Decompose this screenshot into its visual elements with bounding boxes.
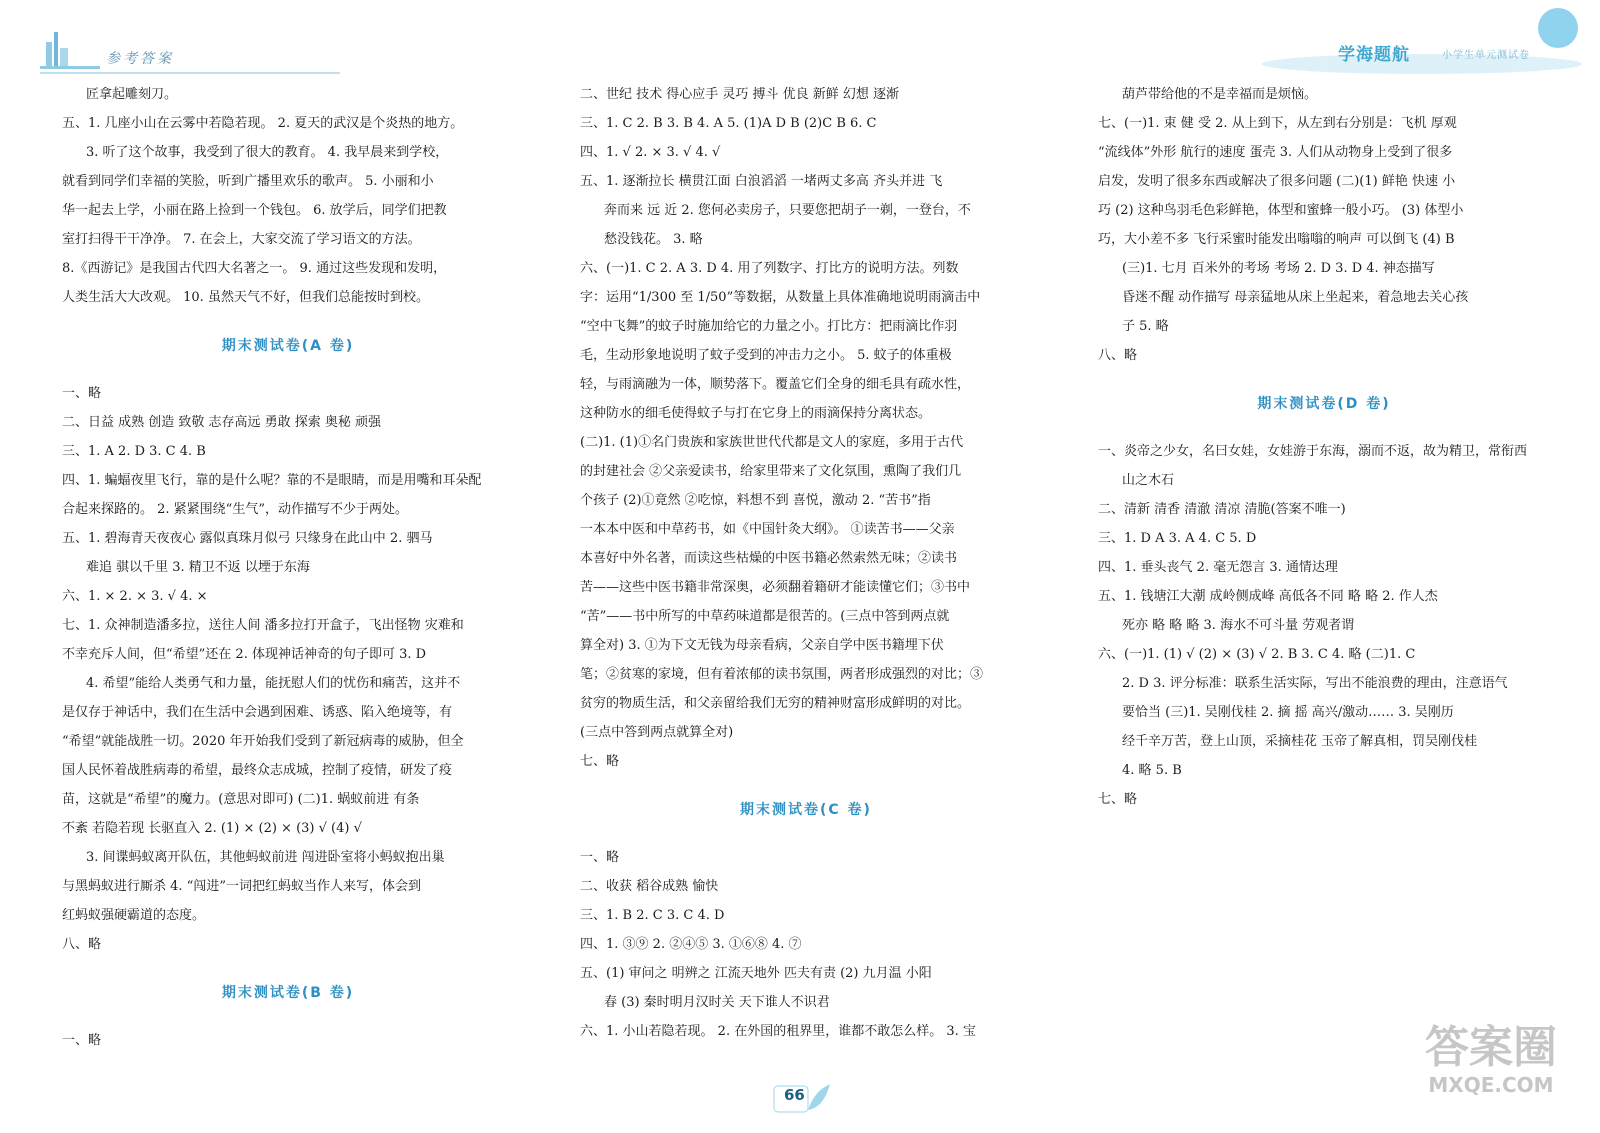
answer-line: “苦”——书中所写的中草药味道都是很苦的。(三点中答到两点就 <box>580 609 950 624</box>
answer-line: 三、1. A 2. D 3. C 4. B <box>62 444 206 459</box>
answer-line: 一本本中医和中草药书，如《中国针灸大纲》。 ①读苦书——父亲 <box>580 522 955 537</box>
answer-line: 四、1. √ 2. × 3. √ 4. √ <box>580 145 721 160</box>
header-divider <box>40 72 340 74</box>
section-title-b: 期末测试卷(B 卷) <box>221 985 355 1001</box>
answer-line: 一、略 <box>580 850 620 865</box>
section-title-d: 期末测试卷(D 卷) <box>1257 396 1391 412</box>
watermark <box>1406 1011 1576 1121</box>
answer-line: 经千辛万苦，登上山顶，采摘桂花 玉帝了解真相，罚吴刚伐桂 <box>1122 734 1478 749</box>
answer-line: 三、1. B 2. C 3. C 4. D <box>580 908 725 923</box>
answer-line: 这种防水的细毛使得蚊子与打在它身上的雨滴保持分离状态。 <box>580 406 932 421</box>
header-right-subtitle: 小学生单元测试卷 <box>1442 50 1530 61</box>
answer-line: (三点中答到两点就算全对) <box>580 725 734 740</box>
answer-line: 八、略 <box>62 937 102 952</box>
page-header <box>0 0 1600 80</box>
answer-line: 葫芦带给他的不是幸福而是烦恼。 <box>1122 87 1318 102</box>
answer-column-left <box>62 80 514 1055</box>
answer-line: 3. 间谍蚂蚁离开队伍，其他蚂蚁前进 闯进卧室将小蚂蚁抱出巢 <box>86 850 445 865</box>
answer-line: 一、略 <box>62 386 102 401</box>
answer-line: 三、1. D A 3. A 4. C 5. D <box>1098 531 1257 546</box>
section-title-a: 期末测试卷(A 卷) <box>221 338 355 354</box>
answer-line: 春 (3) 秦时明月汉时关 天下谁人不识君 <box>604 995 830 1010</box>
answer-line: 4. 略 5. B <box>1122 763 1182 778</box>
answer-line: (三)1. 七月 百米外的考场 考场 2. D 3. D 4. 神态描写 <box>1122 261 1435 276</box>
answer-line: 不紊 若隐若现 长驱直入 2. (1) × (2) × (3) √ (4) √ <box>62 821 362 836</box>
answer-line: 轻，与雨滴融为一体，顺势落下。覆盖它们全身的细毛具有疏水性， <box>580 377 971 392</box>
answer-line: 8.《西游记》是我国古代四大名著之一。 9. 通过这些发现和发明， <box>62 261 447 276</box>
answer-line: 七、略 <box>1098 792 1138 807</box>
answer-line: 红蚂蚁强硬霸道的态度。 <box>62 908 206 923</box>
answer-line: 二、日益 成熟 创造 致敬 志存高远 勇敢 探索 奥秘 顽强 <box>62 415 382 430</box>
city-skyline-icon <box>40 28 100 72</box>
answer-line: 3. 听了这个故事，我受到了很大的教育。 4. 我早晨来到学校， <box>86 145 449 160</box>
answer-line: 人类生活大大改观。 10. 虽然天气不好，但我们总能按时到校。 <box>62 290 429 305</box>
answer-line: 本喜好中外名著，而读这些枯燥的中医书籍必然索然无味；②读书 <box>580 551 958 566</box>
answer-line: 苦——这些中医书籍非常深奥，必须翻着籍研才能读懂它们；③书中 <box>580 580 971 595</box>
answer-line: 算全对) 3. ①为下文无钱为母亲看病，父亲自学中医书籍埋下伏 <box>580 638 944 653</box>
answer-line: 字：运用“1/300 至 1/50”等数据，从数量上具体准确地说明雨滴击中 <box>580 290 981 305</box>
answer-line: 国人民怀着战胜病毒的希望，最终众志成城，控制了疫情，研发了疫 <box>62 763 453 778</box>
answer-line: 六、(一)1. C 2. A 3. D 4. 用了列数字、打比方的说明方法。列数 <box>580 261 959 276</box>
answer-line: 巧 (2) 这种鸟羽毛色彩鲜艳，体型和蜜蜂一般小巧。 (3) 体型小 <box>1098 203 1464 218</box>
answer-line: 四、1. 垂头丧气 2. 毫无怨言 3. 通情达理 <box>1098 560 1338 575</box>
answer-line: 愁没钱花。 3. 略 <box>604 232 703 247</box>
answer-column-middle <box>580 80 1032 1046</box>
answer-line: 苗，这就是“希望”的魔力。(意思对即可) (二)1. 蜗蚁前进 有条 <box>62 792 420 807</box>
answer-line: “空中飞舞”的蚊子时施加给它的力量之小。打比方：把雨滴比作羽 <box>580 319 958 334</box>
answer-line: 六、1. 小山若隐若现。 2. 在外国的租界里，谁都不敢怎么样。 3. 宝 <box>580 1024 976 1039</box>
answer-line: 匠拿起雕刻刀。 <box>86 87 178 102</box>
answer-line: 毛，生动形象地说明了蚊子受到的冲击力之小。 5. 蚊子的体重极 <box>580 348 952 363</box>
answer-line: 七、略 <box>580 754 620 769</box>
answer-line: 二、清新 清香 清澈 清凉 清脆(答案不唯一) <box>1098 502 1346 517</box>
answer-line: 一、炎帝之少女，名曰女娃，女娃游于东海，溺而不返，故为精卫，常衔西 <box>1098 444 1528 459</box>
answer-line: 五、1. 钱塘江大潮 成岭侧成峰 高低各不同 略 略 2. 作人杰 <box>1098 589 1438 604</box>
answer-line: 难追 骐以千里 3. 精卫不返 以堙于东海 <box>86 560 310 575</box>
answer-line: 巧，大小差不多 飞行采蜜时能发出嗡嗡的响声 可以倒飞 (4) B <box>1098 232 1455 247</box>
answer-line: 华一起去上学，小丽在路上捡到一个钱包。 6. 放学后，同学们把教 <box>62 203 447 218</box>
answer-line: 死亦 略 略 略 3. 海水不可斗量 劳观者谓 <box>1122 618 1355 633</box>
answer-line: 二、收获 稻谷成熟 愉快 <box>580 879 719 894</box>
watermark-url: MXQE.COM <box>1428 1073 1554 1097</box>
answer-line: 二、世纪 技术 得心应手 灵巧 搏斗 优良 新鲜 幻想 逐渐 <box>580 87 900 102</box>
answer-line: 启发，发明了很多东西或解决了很多问题 (二)(1) 鲜艳 快速 小 <box>1098 174 1456 189</box>
answer-line: 五、1. 逐渐拉长 横贯江面 白浪滔滔 一堵两丈多高 齐头并进 飞 <box>580 174 943 189</box>
answer-line: 就看到同学们幸福的笑脸，听到广播里欢乐的歌声。 5. 小丽和小 <box>62 174 434 189</box>
answer-line: 是仅存于神话中，我们在生活中会遇到困难、诱惑、陷入绝境等，有 <box>62 705 453 720</box>
answer-line: 个孩子 (2)①竟然 ②吃惊，料想不到 喜悦，激动 2. “苦书”指 <box>580 493 931 508</box>
answer-line: 四、1. ③⑨ 2. ②④⑤ 3. ①⑥⑧ 4. ⑦ <box>580 937 802 952</box>
answer-line: 昏迷不醒 动作描写 母亲猛地从床上坐起来，着急地去关心孩 <box>1122 290 1469 305</box>
answer-line: 五、(1) 审问之 明辨之 江流天地外 匹夫有责 (2) 九月温 小阳 <box>580 966 932 981</box>
answer-line: (二)1. (1)①名门贵族和家族世世代代都是文人的家庭，多用于古代 <box>580 435 964 450</box>
answer-line: 合起来探路的。 2. 紧紧围绕“生气”，动作描写不少于两处。 <box>62 502 408 517</box>
answer-line: 六、(一)1. (1) √ (2) × (3) √ 2. B 3. C 4. 略 (二)1. C <box>1098 647 1416 662</box>
header-right-title: 学海题航 <box>1338 45 1410 65</box>
answer-line: 七、(一)1. 束 健 受 2. 从上到下，从左到右分别是：飞机 厚观 <box>1098 116 1457 131</box>
answer-line: 八、略 <box>1098 348 1138 363</box>
answer-column-right <box>1098 80 1550 814</box>
section-title-c: 期末测试卷(C 卷) <box>740 802 872 818</box>
answer-line: 山之木石 <box>1122 473 1175 488</box>
answer-line: “流线体”外形 航行的速度 蛋壳 3. 人们从动物身上受到了很多 <box>1098 145 1453 160</box>
answer-line: 一、略 <box>62 1033 102 1048</box>
answer-line: 与黑蚂蚁进行厮杀 4. “闯进”一词把红蚂蚁当作人来写，体会到 <box>62 879 421 894</box>
answer-line: 笔；②贫寒的家境，但有着浓郁的读书氛围，两者形成强烈的对比；③ <box>580 667 984 682</box>
answer-line: 四、1. 蝙蝠夜里飞行，靠的是什么呢？靠的不是眼睛，而是用嘴和耳朵配 <box>62 473 482 488</box>
page-number: 66 <box>784 1086 805 1104</box>
answer-line: 子 5. 略 <box>1122 319 1169 334</box>
answer-line: 三、1. C 2. B 3. B 4. A 5. (1)A D B (2)C B 6. C <box>580 116 877 131</box>
header-banner-icon <box>1262 8 1582 80</box>
answer-line: 奔而来 远 近 2. 您何必卖房子，只要您把胡子一剃，一登台，不 <box>604 203 971 218</box>
answer-line: 五、1. 几座小山在云雾中若隐若现。 2. 夏天的武汉是个炎热的地方。 <box>62 116 464 131</box>
answer-line: 贫穷的物质生活，和父亲留给我们无穷的精神财富形成鲜明的对比。 <box>580 696 971 711</box>
page-number-badge <box>768 1080 832 1116</box>
answer-line: 室打扫得干干净净。 7. 在会上，大家交流了学习语文的方法。 <box>62 232 421 247</box>
watermark-logo-text: 答案圈 <box>1425 1022 1557 1073</box>
answer-line: “希望”就能战胜一切。2020 年开始我们受到了新冠病毒的威胁，但全 <box>62 734 464 749</box>
answer-line: 六、1. × 2. × 3. √ 4. × <box>62 589 208 604</box>
answer-line: 五、1. 碧海青天夜夜心 露似真珠月似弓 只缘身在此山中 2. 驷马 <box>62 531 433 546</box>
answer-line: 2. D 3. 评分标准：联系生活实际，写出不能浪费的理由，注意语气 <box>1122 676 1508 691</box>
header-left-label: 参考答案 <box>106 51 174 67</box>
answer-line: 不幸充斥人间，但“希望”还在 2. 体现神话神奇的句子即可 3. D <box>62 647 427 662</box>
answer-line: 七、1. 众神制造潘多拉，送往人间 潘多拉打开盒子，飞出怪物 灾难和 <box>62 618 464 633</box>
answer-line: 4. 希望”能给人类勇气和力量，能抚慰人们的忧伤和痛苦，这并不 <box>86 676 461 691</box>
answer-line: 的封建社会 ②父亲爱读书，给家里带来了文化氛围，熏陶了我们几 <box>580 464 962 479</box>
answer-line: 要恰当 (三)1. 吴刚伐桂 2. 摘 摇 高兴/激动…… 3. 吴刚历 <box>1122 705 1454 720</box>
